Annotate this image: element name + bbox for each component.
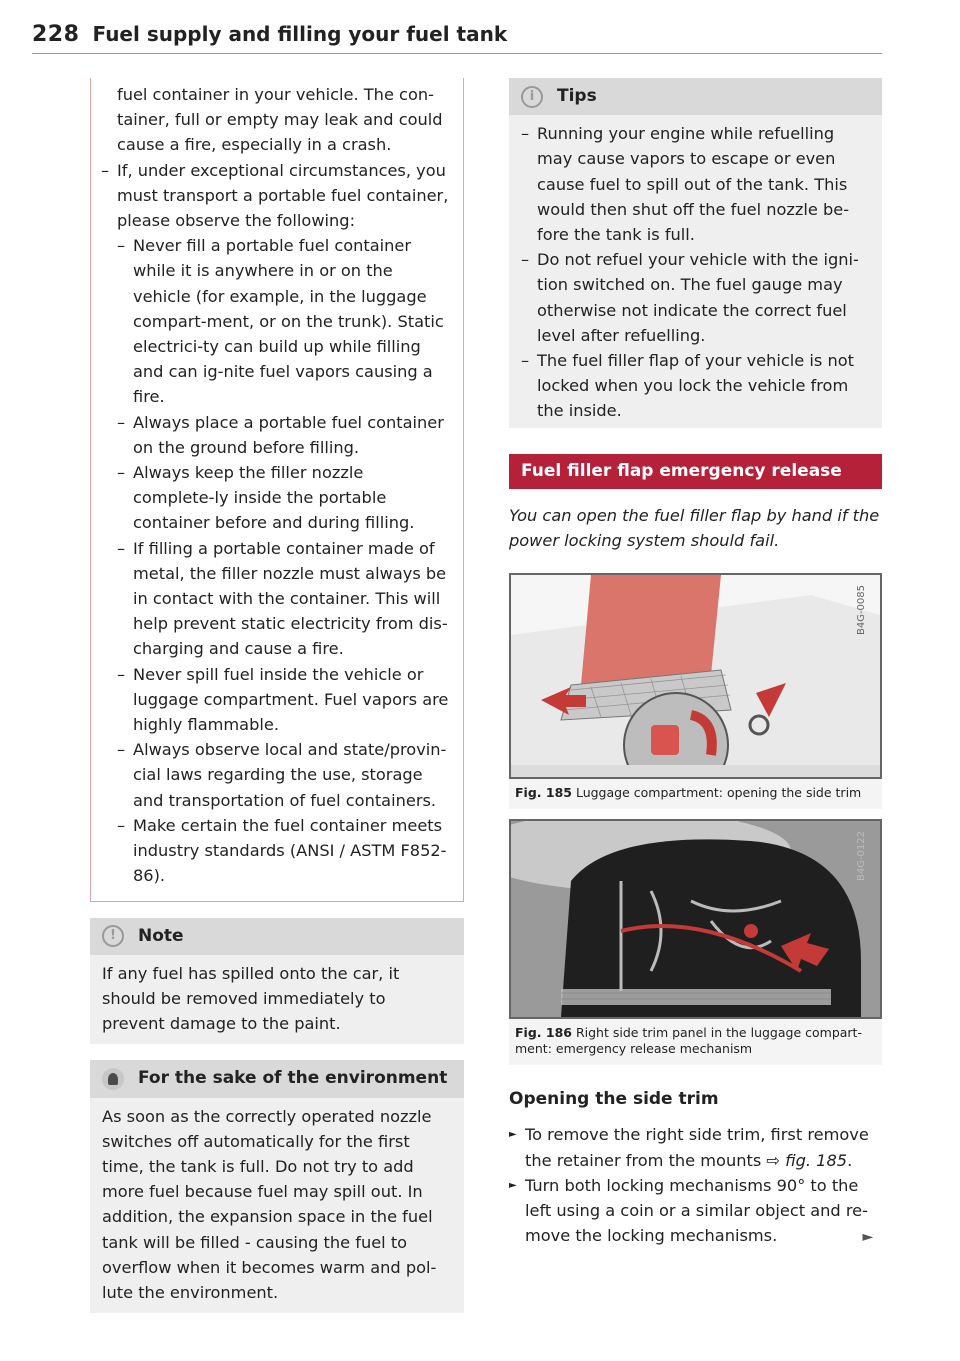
note-icon: ! — [102, 925, 124, 947]
figure-186 — [509, 819, 882, 1065]
section-title: Fuel filler flap emergency release — [509, 454, 882, 489]
continue-arrow-icon: ► — [862, 1229, 874, 1246]
warning-continuation: fuel container in your vehicle. The con-tainer, full or empty may leak and could cause a fire, especially in a crash. — [117, 85, 443, 155]
tips-header — [509, 78, 882, 115]
figure-caption — [509, 1019, 882, 1065]
list-item: – Make certain the fuel container meets industry standards (ANSI / ASTM F852-86). — [117, 813, 449, 889]
list-item: – Always observe local and state/provin-cial laws regarding the use, storage and transportation of fuel containers. — [117, 737, 449, 813]
header-rule — [32, 53, 882, 54]
figure-code: B4G-0085 — [855, 585, 867, 636]
right-column — [509, 78, 882, 1250]
sub-list — [117, 233, 449, 888]
caption-text: Right side trim panel in the luggage compart-ment: emergency release mechanism — [515, 1025, 862, 1057]
exceptional-text: If, under exceptional circumstances, you must transport a portable fuel container, please observe the following: — [117, 160, 449, 231]
figure-code: B4G-0122 — [855, 831, 867, 882]
note-text: If any fuel has spilled onto the car, it should be removed immediately to prevent damage to the paint. — [102, 963, 400, 1034]
environment-box — [90, 1060, 464, 1313]
list-item: – Never spill fuel inside the vehicle or luggage compartment. Fuel vapors are highly flammable. — [117, 662, 449, 738]
list-item: – Always place a portable fuel container on the ground before filling. — [117, 410, 449, 460]
step-item — [509, 1173, 882, 1251]
step-text: Turn both locking mechanisms 90° to the left using a coin or a similar object and re-move the locking mechanisms. — [525, 1175, 868, 1246]
caption-text: Luggage compartment: opening the side trim — [575, 785, 862, 801]
figure-label: Fig. 186 — [515, 1025, 572, 1041]
figure-caption — [509, 779, 882, 809]
tips-list — [521, 121, 870, 423]
environment-header — [90, 1060, 464, 1097]
figure-label: Fig. 185 — [515, 785, 572, 801]
side-trim-panel-illustration — [511, 821, 880, 1017]
list-item: – The fuel filler flap of your vehicle is not locked when you lock the vehicle from the inside. — [521, 348, 870, 424]
steps-list — [509, 1122, 882, 1250]
warning-list — [101, 158, 449, 889]
section-intro: You can open the fuel filler flap by hand if the power locking system should fail. — [509, 505, 880, 551]
note-box — [90, 918, 464, 1045]
figure-185 — [509, 573, 882, 809]
step-text: To remove the right side trim, first remove the retainer from the mounts — [525, 1125, 869, 1170]
environment-text: As soon as the correctly operated nozzle switches off automatically for the first time, the tank is full. Do not try to add more fuel because fuel may spill out. In addition, the expansion space in the fuel tank will be filled - causing the fuel to overflow when it becomes warm and pol-lute the environment. — [102, 1106, 437, 1302]
luggage-trim-illustration — [511, 575, 880, 777]
warning-box-continued — [90, 78, 464, 902]
environment-title: For the sake of the environment — [138, 1068, 448, 1089]
list-item: – Always keep the filler nozzle complete-ly inside the portable container before and during filling. — [117, 460, 449, 536]
step-end: . — [847, 1150, 853, 1170]
list-item — [101, 158, 449, 889]
left-column — [90, 78, 464, 1313]
note-header — [90, 918, 464, 955]
step-item — [509, 1122, 882, 1172]
list-item: – Never fill a portable fuel container while it is anywhere in or on the vehicle (for example, in the luggage compart-ment, or on the trunk). Static electrici-ty can build up while filling and can ig-nite fuel vapors causing a fire. — [117, 233, 449, 409]
tips-title: Tips — [557, 86, 597, 106]
page-title: Fuel supply and filling your fuel tank — [92, 22, 508, 46]
note-title: Note — [138, 925, 184, 946]
figure-reference-link[interactable]: ⇨ fig. 185 — [766, 1150, 848, 1170]
tips-box — [509, 78, 882, 428]
page-number: 228 — [32, 22, 80, 47]
list-item: – Do not refuel your vehicle with the igni-tion switched on. The fuel gauge may otherwise not indicate the correct fuel level after refuelling. — [521, 247, 870, 348]
page-header — [32, 22, 882, 47]
figure-186-image — [509, 819, 882, 1019]
tips-body — [509, 115, 882, 427]
environment-icon — [102, 1068, 124, 1090]
list-item: – If filling a portable container made of metal, the filler nozzle must always be in contact with the container. This will help prevent static electricity from dis-charging and cause a fire. — [117, 536, 449, 662]
info-icon: i — [521, 86, 543, 108]
list-item: – Running your engine while refuelling may cause vapors to escape or even cause fuel to spill out of the tank. This would then shut off the fuel nozzle be-fore the tank is full. — [521, 121, 870, 247]
figure-185-image — [509, 573, 882, 779]
subsection-title: Opening the side trim — [509, 1089, 719, 1110]
